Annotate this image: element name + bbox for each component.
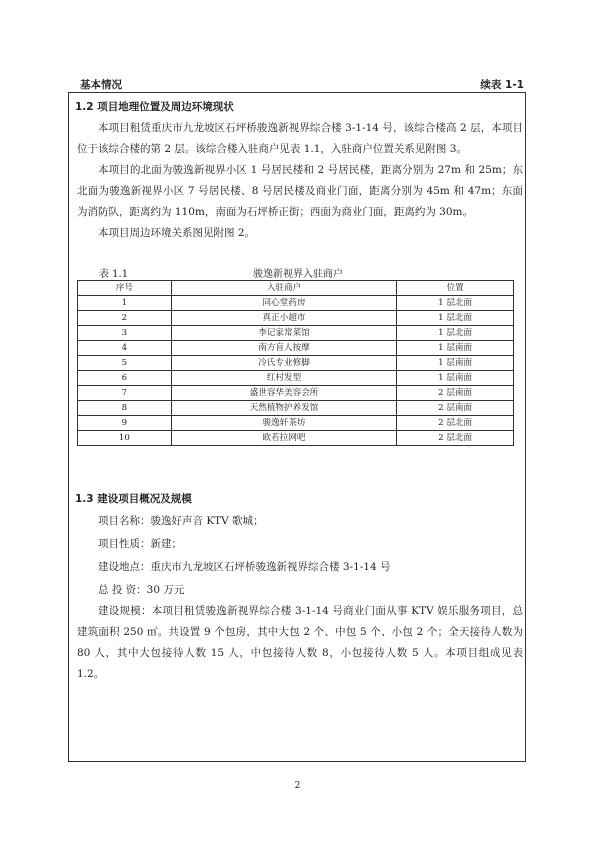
table-row bbox=[78, 326, 514, 341]
header-section-label: 基本情况 bbox=[80, 79, 122, 91]
tenants-table bbox=[77, 280, 514, 446]
section-1-3-title: 1.3 建设项目概况及规模 bbox=[75, 493, 192, 505]
row-number: 3 bbox=[78, 326, 172, 341]
row-tenant: 骏逸轩茶坊 bbox=[171, 416, 396, 431]
row-number: 7 bbox=[78, 386, 172, 401]
table-row bbox=[78, 401, 514, 416]
section-1-2-paragraph-3: 本项目周边环境关系图见附图 2。 bbox=[98, 227, 256, 239]
row-position: 2 层北面 bbox=[397, 431, 514, 446]
header-cell-position: 位置 bbox=[397, 281, 514, 296]
table-row bbox=[78, 386, 514, 401]
row-position: 1 层北面 bbox=[397, 326, 514, 341]
row-number: 4 bbox=[78, 341, 172, 356]
table-label: 表 1.1 bbox=[99, 269, 129, 280]
table-row bbox=[78, 416, 514, 431]
table-row bbox=[78, 341, 514, 356]
project-location-line: 建设地点：重庆市九龙坡区石坪桥骏逸新视界综合楼 3-1-14 号 bbox=[98, 561, 391, 573]
table-row bbox=[78, 431, 514, 446]
project-scale-paragraph: 建设规模：本项目租赁骏逸新视界综合楼 3-1-14 号商业门面从事 KTV 娱乐服务项目，总建筑面积 250 ㎡。共设置 9 个包房，其中大包 2 个、中包 5 个、小包 2 个；全天接待人数为 80 人，其中大包接待人数 15 人，中包接待人数 8，小包接待人数 5 人。本项目组成见表 1.2。 bbox=[77, 605, 523, 680]
row-number: 5 bbox=[78, 356, 172, 371]
row-tenant: 天然植物护养发馆 bbox=[171, 401, 396, 416]
row-position: 1 层北面 bbox=[397, 296, 514, 311]
project-investment-line: 总 投 资：30 万元 bbox=[98, 584, 185, 596]
row-number: 2 bbox=[78, 311, 172, 326]
header-continued-table-label: 续表 1-1 bbox=[480, 79, 524, 91]
row-tenant: 真正小超市 bbox=[171, 311, 396, 326]
row-tenant: 南方盲人按摩 bbox=[171, 341, 396, 356]
table-row bbox=[78, 296, 514, 311]
table-title: 骏逸新视界入驻商户 bbox=[253, 269, 343, 280]
section-1-2-paragraph-1: 本项目租赁重庆市九龙坡区石坪桥骏逸新视界综合楼 3-1-14 号，该综合楼高 2 层，本项目位于该综合楼的第 2 层。该综合楼入驻商户见表 1.1，入驻商户位置关系见附图 3。 bbox=[77, 122, 523, 155]
table-row bbox=[78, 356, 514, 371]
row-position: 1 层南面 bbox=[397, 356, 514, 371]
row-position: 2 层北面 bbox=[397, 416, 514, 431]
row-position: 2 层南面 bbox=[397, 401, 514, 416]
table-header-row bbox=[78, 281, 514, 296]
row-position: 1 层南面 bbox=[397, 371, 514, 386]
table-row bbox=[78, 311, 514, 326]
section-1-2-title: 1.2 项目地理位置及周边环境现状 bbox=[75, 101, 234, 113]
row-position: 1 层北面 bbox=[397, 311, 514, 326]
row-number: 9 bbox=[78, 416, 172, 431]
row-tenant: 红村发型 bbox=[171, 371, 396, 386]
row-number: 10 bbox=[78, 431, 172, 446]
project-name-line: 项目名称：骏逸好声音 KTV 歌城； bbox=[98, 515, 264, 527]
header-cell-tenant: 入驻商户 bbox=[171, 281, 396, 296]
row-number: 6 bbox=[78, 371, 172, 386]
row-number: 8 bbox=[78, 401, 172, 416]
row-tenant: 盛世容华美容会所 bbox=[171, 386, 396, 401]
header-cell-number: 序号 bbox=[78, 281, 172, 296]
page-number: 2 bbox=[294, 781, 301, 791]
row-tenant: 欧若拉网吧 bbox=[171, 431, 396, 446]
row-tenant: 李记家常菜馆 bbox=[171, 326, 396, 341]
row-position: 2 层南面 bbox=[397, 386, 514, 401]
row-tenant: 冷氏专业修脚 bbox=[171, 356, 396, 371]
project-nature-line: 项目性质：新建； bbox=[98, 538, 182, 550]
table-row bbox=[78, 371, 514, 386]
row-number: 1 bbox=[78, 296, 172, 311]
row-position: 1 层南面 bbox=[397, 341, 514, 356]
row-tenant: 同心堂药房 bbox=[171, 296, 396, 311]
content-frame bbox=[68, 92, 526, 762]
section-1-2-paragraph-2: 本项目的北面为骏逸新视界小区 1 号居民楼和 2 号居民楼，距离分别为 27m 和 25m；东北面为骏逸新视界小区 7 号居民楼、8 号居民楼及商业门面，距离分别为 45m 和 47m；东面为消防队，距离约为 110m，南面为石坪桥正街；西面为商业门面，距离约为 30m。 bbox=[77, 164, 523, 218]
